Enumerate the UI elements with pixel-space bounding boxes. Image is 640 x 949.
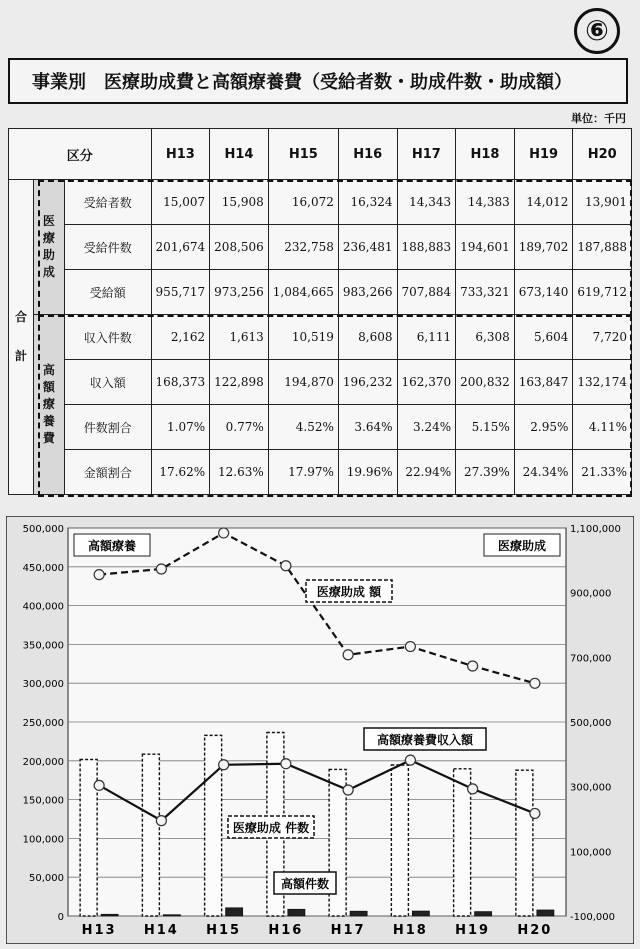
left-tick-label: 500,000 [22, 524, 64, 535]
table-cell: 200,832 [456, 360, 515, 405]
medical-aid-amount-point [405, 642, 415, 652]
high-cost-amount-point [281, 759, 291, 769]
table-cell: 201,674 [151, 225, 210, 270]
bar-high-cost-count [163, 915, 180, 916]
year-header-h20: H20 [573, 129, 632, 180]
row-label: 件数割合 [64, 405, 151, 450]
table-cell: 3.24% [397, 405, 456, 450]
medical-aid-amount-point [94, 570, 104, 580]
annotation-medical-aid-amount: 医療助成 額 [316, 585, 382, 599]
table-cell: 0.77% [210, 405, 269, 450]
bar-medical-aid-count [142, 754, 159, 916]
table-cell: 232,758 [268, 225, 338, 270]
right-tick-label: 1,100,000 [570, 524, 621, 535]
table-row [9, 360, 632, 405]
year-header-h13: H13 [151, 129, 210, 180]
right-tick-label: 700,000 [570, 653, 612, 665]
left-tick-label: 400,000 [22, 601, 64, 613]
year-header-h17: H17 [397, 129, 456, 180]
table-cell: 14,012 [514, 180, 573, 225]
table-cell: 162,370 [397, 360, 456, 405]
table-cell: 15,908 [210, 180, 269, 225]
table-cell: 196,232 [338, 360, 397, 405]
table-cell: 5.15% [456, 405, 515, 450]
table-cell: 19.96% [338, 450, 397, 495]
right-tick-label: -100,000 [570, 912, 615, 923]
high-cost-amount-point [405, 755, 415, 765]
table-cell: 6,308 [456, 315, 515, 360]
left-tick-label: 0 [57, 912, 64, 923]
table-cell: 707,884 [397, 270, 456, 315]
x-tick-label: H18 [392, 923, 428, 938]
table-cell: 236,481 [338, 225, 397, 270]
x-tick-label: H20 [517, 923, 553, 938]
table-cell: 6,111 [397, 315, 456, 360]
bar-high-cost-count [350, 911, 367, 916]
annotation-medical-aid-count: 医療助成 件数 [232, 821, 310, 835]
left-tick-label: 200,000 [22, 756, 64, 768]
bar-high-cost-count [226, 908, 243, 916]
row-label: 受給件数 [64, 225, 151, 270]
data-table [8, 128, 632, 495]
table-cell: 189,702 [514, 225, 573, 270]
bar-high-cost-count [412, 911, 429, 916]
table-cell: 1.07% [151, 405, 210, 450]
table-cell: 163,847 [514, 360, 573, 405]
row-label: 受給額 [64, 270, 151, 315]
year-header-h18: H18 [456, 129, 515, 180]
table-corner: 区分 [9, 129, 152, 180]
x-tick-label: H19 [455, 923, 491, 938]
medical-aid-amount-point [530, 678, 540, 688]
high-cost-amount-point [468, 784, 478, 794]
bar-high-cost-count [288, 909, 305, 916]
page-title: 事業別 医療助成費と高額療養費（受給者数・助成件数・助成額） [8, 58, 628, 104]
bar-high-cost-count [537, 910, 554, 916]
year-header-h19: H19 [514, 129, 573, 180]
year-header-h15: H15 [268, 129, 338, 180]
table-row [9, 180, 632, 225]
right-tick-label: 500,000 [570, 718, 612, 729]
medical-aid-amount-point [281, 561, 291, 571]
table-cell: 1,613 [210, 315, 269, 360]
table-cell: 132,174 [573, 360, 632, 405]
table-cell: 973,256 [210, 270, 269, 315]
table-cell: 955,717 [151, 270, 210, 315]
table-cell: 122,898 [210, 360, 269, 405]
table-cell: 983,266 [338, 270, 397, 315]
medical-aid-amount-point [468, 661, 478, 671]
bar-medical-aid-count [391, 765, 408, 916]
bar-high-cost-count [101, 914, 118, 916]
unit-label: 単位：千円 [571, 112, 626, 125]
left-tick-label: 150,000 [22, 795, 64, 807]
left-axis-title: 高額療養 [87, 539, 137, 553]
page-number: ⑥ [574, 8, 620, 54]
group-label: 高 額 療 養 費 [33, 315, 64, 495]
table-cell: 208,506 [210, 225, 269, 270]
table-cell: 673,140 [514, 270, 573, 315]
left-tick-label: 250,000 [22, 718, 64, 729]
table-cell: 5,604 [514, 315, 573, 360]
right-tick-label: 100,000 [570, 847, 612, 859]
table-cell: 194,601 [456, 225, 515, 270]
left-tick-label: 50,000 [29, 873, 64, 885]
annotation-high-cost-amount: 高額療養費収入額 [376, 733, 474, 747]
table-row [9, 450, 632, 495]
table-cell: 4.11% [573, 405, 632, 450]
table-row [9, 270, 632, 315]
table-cell: 16,072 [268, 180, 338, 225]
year-header-h14: H14 [210, 129, 269, 180]
table-cell: 619,712 [573, 270, 632, 315]
table-cell: 188,883 [397, 225, 456, 270]
table-cell: 14,383 [456, 180, 515, 225]
left-tick-label: 300,000 [22, 679, 64, 691]
medical-aid-amount-point [343, 650, 353, 660]
table-cell: 194,870 [268, 360, 338, 405]
table-cell: 17.62% [151, 450, 210, 495]
table-cell: 8,608 [338, 315, 397, 360]
bar-high-cost-count [475, 912, 492, 916]
table-cell: 13,901 [573, 180, 632, 225]
table-cell: 12.63% [210, 450, 269, 495]
high-cost-amount-point [530, 808, 540, 818]
table-cell: 22.94% [397, 450, 456, 495]
right-tick-label: 900,000 [570, 588, 612, 600]
medical-aid-amount-point [156, 564, 166, 574]
table-cell: 21.33% [573, 450, 632, 495]
table-cell: 7,720 [573, 315, 632, 360]
table-row [9, 315, 632, 360]
row-label: 収入件数 [64, 315, 151, 360]
row-label: 収入額 [64, 360, 151, 405]
table-cell: 24.34% [514, 450, 573, 495]
high-cost-amount-point [94, 780, 104, 790]
left-tick-label: 100,000 [22, 834, 64, 846]
annotation-high-cost-count: 高額件数 [280, 877, 330, 891]
table-row [9, 405, 632, 450]
right-axis-title: 医療助成 [497, 539, 547, 553]
table-cell: 2,162 [151, 315, 210, 360]
table-cell: 733,321 [456, 270, 515, 315]
table-cell: 168,373 [151, 360, 210, 405]
group-label: 医 療 助 成 [33, 180, 64, 315]
high-cost-amount-point [156, 816, 166, 826]
table-cell: 2.95% [514, 405, 573, 450]
chart-svg [6, 516, 634, 944]
table-cell: 10,519 [268, 315, 338, 360]
x-tick-label: H13 [81, 923, 117, 938]
row-label: 受給者数 [64, 180, 151, 225]
table-cell: 3.64% [338, 405, 397, 450]
left-tick-label: 350,000 [22, 640, 64, 652]
x-tick-label: H17 [330, 923, 366, 938]
x-tick-label: H14 [143, 923, 179, 938]
table-cell: 1,084,665 [268, 270, 338, 315]
table-cell: 4.52% [268, 405, 338, 450]
table-cell: 17.97% [268, 450, 338, 495]
table-cell: 15,007 [151, 180, 210, 225]
year-header-h16: H16 [338, 129, 397, 180]
high-cost-amount-point [343, 785, 353, 795]
right-tick-label: 300,000 [570, 782, 612, 794]
total-label: 合 計 [9, 180, 34, 495]
x-tick-label: H15 [206, 923, 242, 938]
left-tick-label: 450,000 [22, 562, 64, 574]
medical-aid-amount-point [219, 528, 229, 538]
table-header-row [9, 129, 632, 180]
table-cell: 187,888 [573, 225, 632, 270]
table-row [9, 225, 632, 270]
row-label: 金額割合 [64, 450, 151, 495]
table-cell: 16,324 [338, 180, 397, 225]
x-tick-label: H16 [268, 923, 304, 938]
table-cell: 14,343 [397, 180, 456, 225]
combo-chart [6, 516, 634, 944]
table-cell: 27.39% [456, 450, 515, 495]
bar-medical-aid-count [516, 770, 533, 916]
table-body [9, 180, 632, 495]
high-cost-amount-point [219, 760, 229, 770]
